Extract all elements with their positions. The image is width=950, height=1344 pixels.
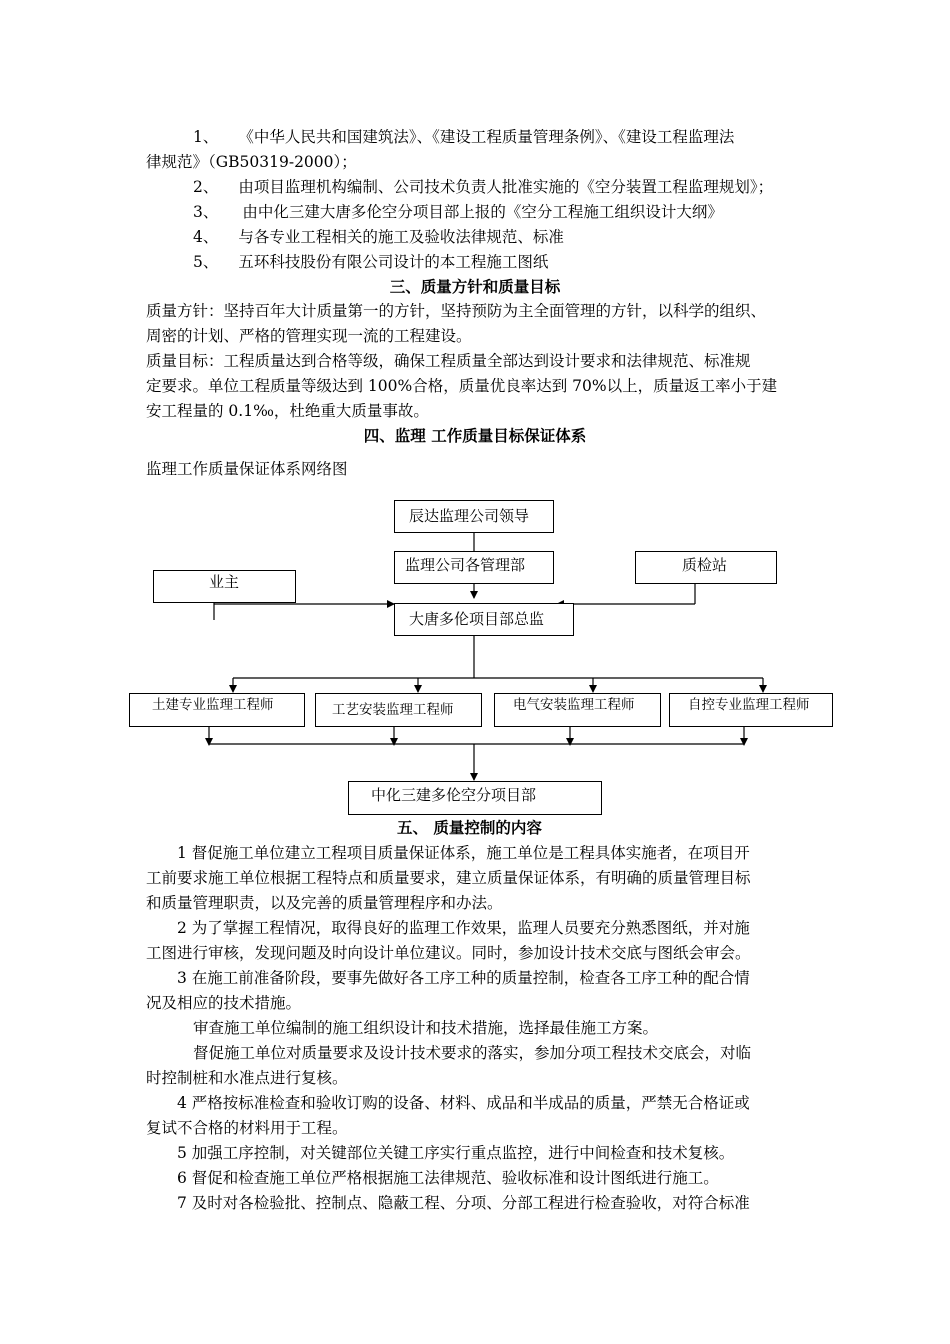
section-5-line-14: 6 督促和检查施工单位严格根据施工法律规范、验收标准和设计图纸进行施工。 <box>177 1169 719 1187</box>
reference-1-continuation: 律规范》（GB50319-2000）； <box>146 153 357 171</box>
quality-goal-line-2: 定要求。单位工程质量等级达到 100%合格，质量优良率达到 70%以上，质量返工率小于建 <box>146 377 778 395</box>
box-civil-engineer <box>129 693 305 727</box>
box-quality-inspection-label: 质检站 <box>682 556 728 574</box>
box-company-leader <box>394 500 554 533</box>
reference-1-num: 1、 <box>193 128 219 146</box>
reference-3-num: 3、 <box>193 203 219 221</box>
box-electrical-engineer <box>494 693 661 727</box>
box-company-leader-label: 辰达监理公司领导 <box>409 507 530 525</box>
section-5-line-9: 督促施工单位对质量要求及设计技术要求的落实，参加分项工程技术交底会，对临 <box>193 1044 752 1062</box>
box-civil-engineer-label: 土建专业监理工程师 <box>152 697 274 713</box>
section-4-heading: 四、监理 工作质量目标保证体系 <box>363 426 587 445</box>
box-departments-label: 监理公司各管理部 <box>405 556 526 574</box>
reference-2-num: 2、 <box>193 178 219 196</box>
section-5-line-4: 2 为了掌握工程情况，取得良好的监理工作效果，监理人员要充分熟悉图纸，并对施 <box>177 919 750 937</box>
reference-5-text: 五环科技股份有限公司设计的本工程施工图纸 <box>238 253 549 271</box>
quality-policy-line-2: 周密的计划、严格的管理实现一流的工程建设。 <box>146 327 472 345</box>
section-5-line-5: 工图进行审核，发现问题及时向设计单位建议。同时，参加设计技术交底与图纸会审会。 <box>146 944 751 962</box>
box-electrical-engineer-label: 电气安装监理工程师 <box>513 697 635 713</box>
section-5-line-12: 复试不合格的材料用于工程。 <box>146 1119 348 1137</box>
box-contractor-label: 中化三建多伦空分项目部 <box>371 786 537 804</box>
section-5-line-6: 3 在施工前准备阶段，要事先做好各工序工种的质量控制，检查各工序工种的配合情 <box>177 969 750 987</box>
box-control-engineer-label: 自控专业监理工程师 <box>688 697 810 713</box>
reference-1-text: 《中华人民共和国建筑法》、《建设工程质量管理条例》、《建设工程监理法 <box>238 128 735 146</box>
reference-2-text: 由项目监理机构编制、公司技术负责人批准实施的《空分装置工程监理规划》； <box>238 178 774 196</box>
section-5-line-11: 4 严格按标准检查和验收订购的设备、材料、成品和半成品的质量，严禁无合格证或 <box>177 1094 750 1112</box>
section-5-heading: 五、 质量控制的内容 <box>397 818 542 837</box>
section-5-line-2: 工前要求施工单位根据工程特点和质量要求，建立质量保证体系，有明确的质量管理目标 <box>146 869 751 887</box>
box-owner-label: 业主 <box>209 573 240 591</box>
quality-goal-line-3: 安工程量的 0.1‰，杜绝重大质量事故。 <box>146 402 429 420</box>
box-contractor <box>348 781 602 815</box>
quality-policy-line-1: 质量方针：坚持百年大计质量第一的方针，坚持预防为主全面管理的方针，以科学的组织、 <box>146 302 767 320</box>
section-5-line-15: 7 及时对各检验批、控制点、隐蔽工程、分项、分部工程进行检查验收，对符合标准 <box>177 1194 750 1212</box>
section-5-line-13: 5 加强工序控制，对关键部位关键工序实行重点监控，进行中间检查和技术复核。 <box>177 1144 735 1162</box>
reference-4-num: 4、 <box>193 228 219 246</box>
section-5-line-3: 和质量管理职责，以及完善的质量管理程序和办法。 <box>146 894 503 912</box>
section-5-line-10: 时控制桩和水准点进行复核。 <box>146 1069 348 1087</box>
reference-3-text: 由中化三建大唐多伦空分项目部上报的《空分工程施工组织设计大纲》 <box>242 203 723 221</box>
box-chief-supervisor <box>394 603 574 636</box>
box-owner <box>153 570 296 603</box>
section-5-line-1: 1 督促施工单位建立工程项目质量保证体系，施工单位是工程具体实施者，在项目开 <box>177 844 750 862</box>
quality-goal-line-1: 质量目标：工程质量达到合格等级，确保工程质量全部达到设计要求和法律规范、标准规 <box>146 352 751 370</box>
box-departments <box>394 551 554 584</box>
box-control-engineer <box>669 693 833 727</box>
section-3-heading: 三、质量方针和质量目标 <box>389 277 561 296</box>
section-5-line-8: 审查施工单位编制的施工组织设计和技术措施，选择最佳施工方案。 <box>193 1019 659 1037</box>
box-quality-inspection <box>635 551 777 584</box>
box-process-engineer <box>315 693 482 727</box>
diagram-caption: 监理工作质量保证体系网络图 <box>146 460 348 478</box>
box-process-engineer-label: 工艺安装监理工程师 <box>332 702 454 718</box>
section-5-line-7: 况及相应的技术措施。 <box>146 994 302 1012</box>
reference-5-num: 5、 <box>193 253 219 271</box>
reference-4-text: 与各专业工程相关的施工及验收法律规范、标准 <box>238 228 564 246</box>
box-chief-supervisor-label: 大唐多伦项目部总监 <box>409 610 545 628</box>
